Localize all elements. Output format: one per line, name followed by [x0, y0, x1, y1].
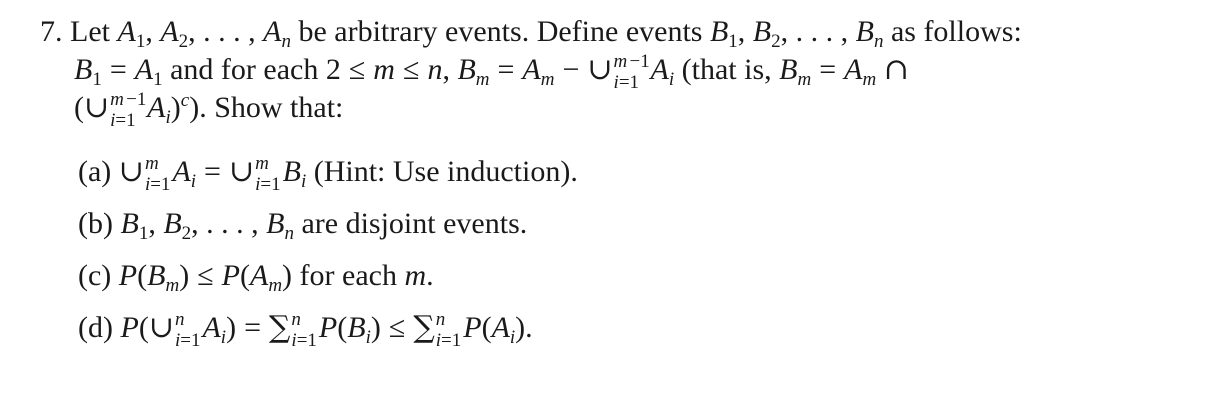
problem-statement-line-2 [74, 51, 909, 94]
text-show-that: . Show that: [199, 91, 344, 124]
problem-statement-line-1 [40, 14, 1022, 53]
part-c-text: for each [299, 259, 397, 292]
intro-let: Let [70, 15, 110, 48]
text-and-for-each: and for each [170, 53, 319, 86]
math-bm-definition: $B_m = A_m$ − ∪ m −1 i=1 $A_i$ [457, 51, 675, 94]
part-b [78, 206, 528, 245]
part-d [78, 309, 533, 352]
math-bm-intersection: $B_m = A_m$ ∩ [779, 52, 909, 91]
part-a [78, 153, 578, 196]
part-c-math: $P(B_m) \le P(A_m)$ [118, 259, 293, 297]
problem-statement-line-3 [74, 89, 344, 132]
part-d-math: P(∪ n i=1 $A_i$) = ∑ n i=1 $P(B_i)$ ≤ ∑ n i=1 $P(A_i)$. [120, 309, 533, 352]
part-a-hint: (Hint: Use induction). [313, 155, 578, 188]
part-c-m: m. [404, 259, 434, 292]
problem-number: 7. [40, 15, 63, 48]
text-that-is: (that is, [681, 53, 772, 86]
part-a-math: ∪ m i=1 $A_i$ = ∪ m i=1 $B_i$ [118, 153, 307, 196]
math-b1-equals-a1: $B_1 = A_1$ [74, 53, 163, 91]
part-c-label: (c) [78, 259, 112, 292]
part-b-text: are disjoint events. [301, 207, 528, 240]
intro-as-follows: as follows: [890, 15, 1022, 48]
math-complement-union: (∪ m −1 i=1 $A_i)^c$) [74, 89, 200, 132]
math-b-sequence: $B_1$, $B_2$, . . . , $B_n$ [709, 15, 884, 53]
part-d-label: (d) [78, 311, 113, 344]
part-b-math: $B_1$, $B_2$, . . . , $B_n$ [120, 207, 294, 245]
math-m-range: 2 ≤ m ≤ n, [325, 53, 450, 86]
intro-arbitrary-events: be arbitrary events. Define events [298, 15, 703, 48]
part-a-label: (a) [78, 155, 112, 188]
part-c [78, 258, 434, 297]
math-a-sequence: $A_1$, $A_2$, . . . , $A_n$ [117, 15, 291, 53]
part-b-label: (b) [78, 207, 113, 240]
